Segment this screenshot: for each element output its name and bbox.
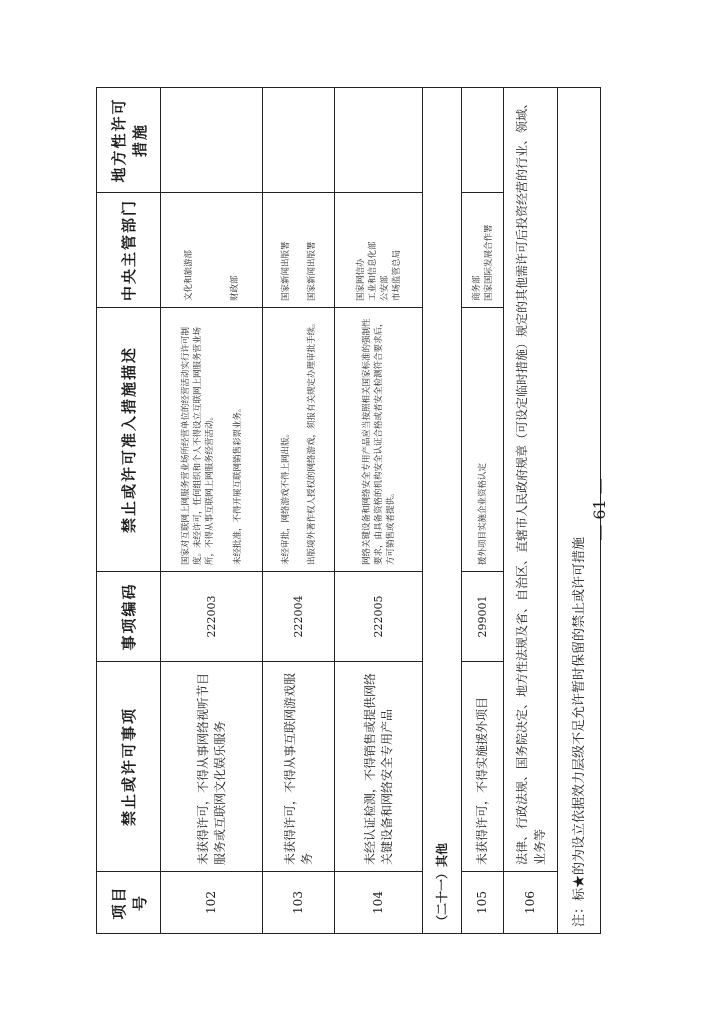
desc-paragraph: 网络关键设备和网络安全专用产品应当按照相关国家标准的强制性要求，由具备资格的机构安全认证合格或者安全检测符合要求后，方可销售或者提供。 [361, 318, 396, 565]
permission-table [96, 87, 601, 934]
row-item: 未获得许可，不得从事网络视听节目服务或互联网文化娱乐服务 [161, 662, 263, 872]
dept-name: 文化和旅游部 [183, 249, 194, 301]
row-item: 未获得许可，不得实施援外项目 [462, 662, 504, 872]
dept-name: 商务部 [471, 275, 482, 301]
row-merged-text: 法律、行政法规、国务院决定、地方性法规及省、自治区、直辖市人民政府规章（可设定临时措施）规定的其他需许可后投资经营的行业、领域、业务等 [504, 88, 558, 872]
row-no: 105 [462, 872, 504, 934]
row-item: 未经认证检测，不得销售或提供网络关键设备和网络安全专用产品 [335, 662, 423, 872]
row-dept [462, 193, 504, 308]
header-desc: 禁止或许可准入措施描述 [97, 308, 161, 572]
row-code: 299001 [462, 572, 504, 662]
row-code: 222004 [263, 572, 335, 662]
row-code: 222003 [161, 572, 263, 662]
table-note: 注：标★的为设立依据效力层级不足允许暂时保留的禁止或许可措施 [558, 88, 601, 934]
row-local [462, 88, 504, 193]
dept-name: 财政部 [229, 275, 240, 301]
desc-paragraph: 未经审批，网络游戏不得上网出版。 [280, 428, 291, 565]
desc-paragraph: 出版境外著作权人授权的网络游戏，须报有关规定办理审批手续。 [306, 318, 317, 565]
dept-name: 工业和信息化部 [367, 241, 378, 301]
table-row [335, 88, 423, 934]
header-local: 地方性许可措施 [97, 88, 161, 193]
row-local [263, 88, 335, 193]
row-no: 102 [161, 872, 263, 934]
dept-name: 市场监管总局 [391, 249, 402, 301]
row-desc [335, 308, 423, 572]
table-row [504, 88, 558, 934]
table-row [462, 88, 504, 934]
row-dept [161, 193, 263, 308]
row-no: 104 [335, 872, 423, 934]
dept-name: 国家国际发展合作署 [483, 224, 494, 301]
dept-name: 国家网信办 [355, 258, 366, 301]
row-local [335, 88, 423, 193]
row-no: 106 [504, 872, 558, 934]
header-item: 禁止或许可事项 [97, 662, 161, 872]
header-row [97, 88, 161, 934]
row-no: 103 [263, 872, 335, 934]
row-local [161, 88, 263, 193]
header-dept: 中央主管部门 [97, 193, 161, 308]
row-dept [263, 193, 335, 308]
row-dept [335, 193, 423, 308]
dept-name: 国家新闻出版署 [280, 241, 291, 301]
header-no: 项目号 [97, 872, 161, 934]
dept-name: 国家新闻出版署 [306, 241, 317, 301]
table-row [263, 88, 335, 934]
section-row [423, 88, 462, 934]
header-code: 事项编码 [97, 572, 161, 662]
row-desc [263, 308, 335, 572]
page-number: — 61 — [590, 478, 609, 541]
desc-paragraph: 未经批准，不得开展互联网销售彩票业务。 [232, 403, 243, 565]
desc-paragraph: 国家对互联网上网服务营业场所经营单位的经营活动实行许可制度。未经许可，任何组织和个人不得设立互联网上网服务营业场所，不得从事互联网上网服务经营活动。 [180, 326, 215, 565]
row-desc [161, 308, 263, 572]
table-row [161, 88, 263, 934]
dept-name: 公安部 [379, 275, 390, 301]
row-code: 222005 [335, 572, 423, 662]
section-title: （二十一）其他 [423, 88, 462, 934]
row-desc: 援外项目实施企业资格认定 [462, 308, 504, 572]
row-item: 未获得许可，不得从事互联网游戏服务 [263, 662, 335, 872]
